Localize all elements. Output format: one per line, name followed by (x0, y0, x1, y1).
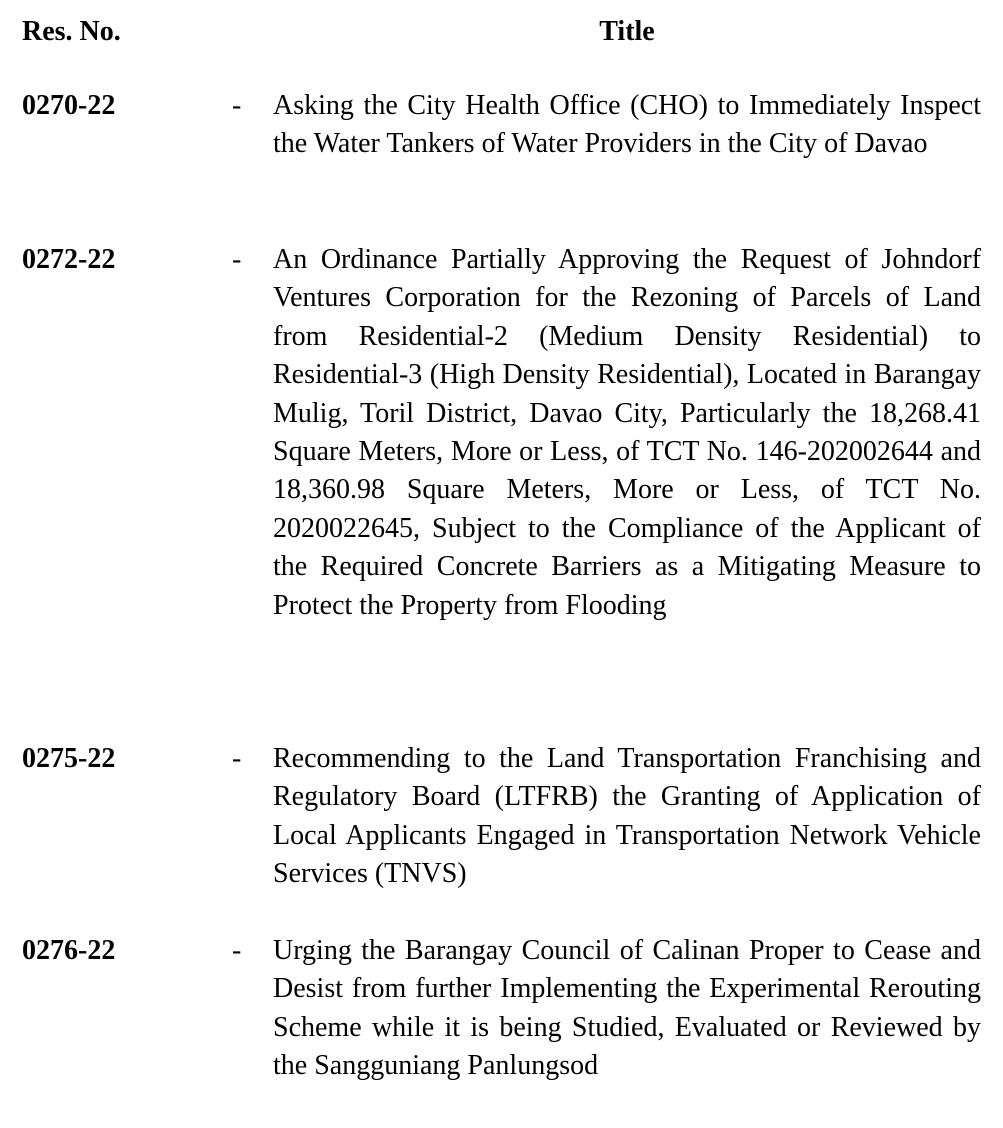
resolution-number: 0270-22 (22, 90, 116, 121)
table-header (0, 14, 1003, 50)
resolution-title: Urging the Barangay Council of Calinan Proper to Cease and Desist from further Implementing the Experimental Rerouting Scheme while it is being Studied, Evaluated or Reviewed by the Sangguniang Panlungsod (273, 935, 981, 1082)
separator-dash: - (232, 244, 242, 275)
title-column-header: Title (599, 16, 655, 47)
resolution-number: 0272-22 (22, 244, 116, 275)
resolution-title: Recommending to the Land Transportation Franchising and Regulatory Board (LTFRB) the Granting of Application of Local Applicants Engaged in Transportation Network Vehicle Services (TNVS) (273, 743, 981, 890)
resolution-title: An Ordinance Partially Approving the Request of Johndorf Ventures Corporation for the Rezoning of Parcels of Land from Residential-2 (Medium Density Residential) to Residential-3 (High Density Residential), Located in Barangay Mulig, Toril District, Davao City, Particularly the 18,268.41 Square Meters, More or Less, of TCT No. 146-202002644 and 18,360.98 Square Meters, More or Less, of TCT No. 2020022645, Subject to the Compliance of the Applicant of the Required Concrete Barriers as a Mitigating Measure to Protect the Property from Flooding (273, 244, 981, 621)
resolution-number: 0276-22 (22, 935, 116, 966)
res-no-column-header: Res. No. (22, 16, 121, 47)
separator-dash: - (232, 90, 242, 121)
resolution-title: Asking the City Health Office (CHO) to Immediately Inspect the Water Tankers of Water Providers in the City of Davao (273, 90, 981, 160)
separator-dash: - (232, 743, 242, 774)
resolution-number: 0275-22 (22, 743, 116, 774)
separator-dash: - (232, 935, 242, 966)
